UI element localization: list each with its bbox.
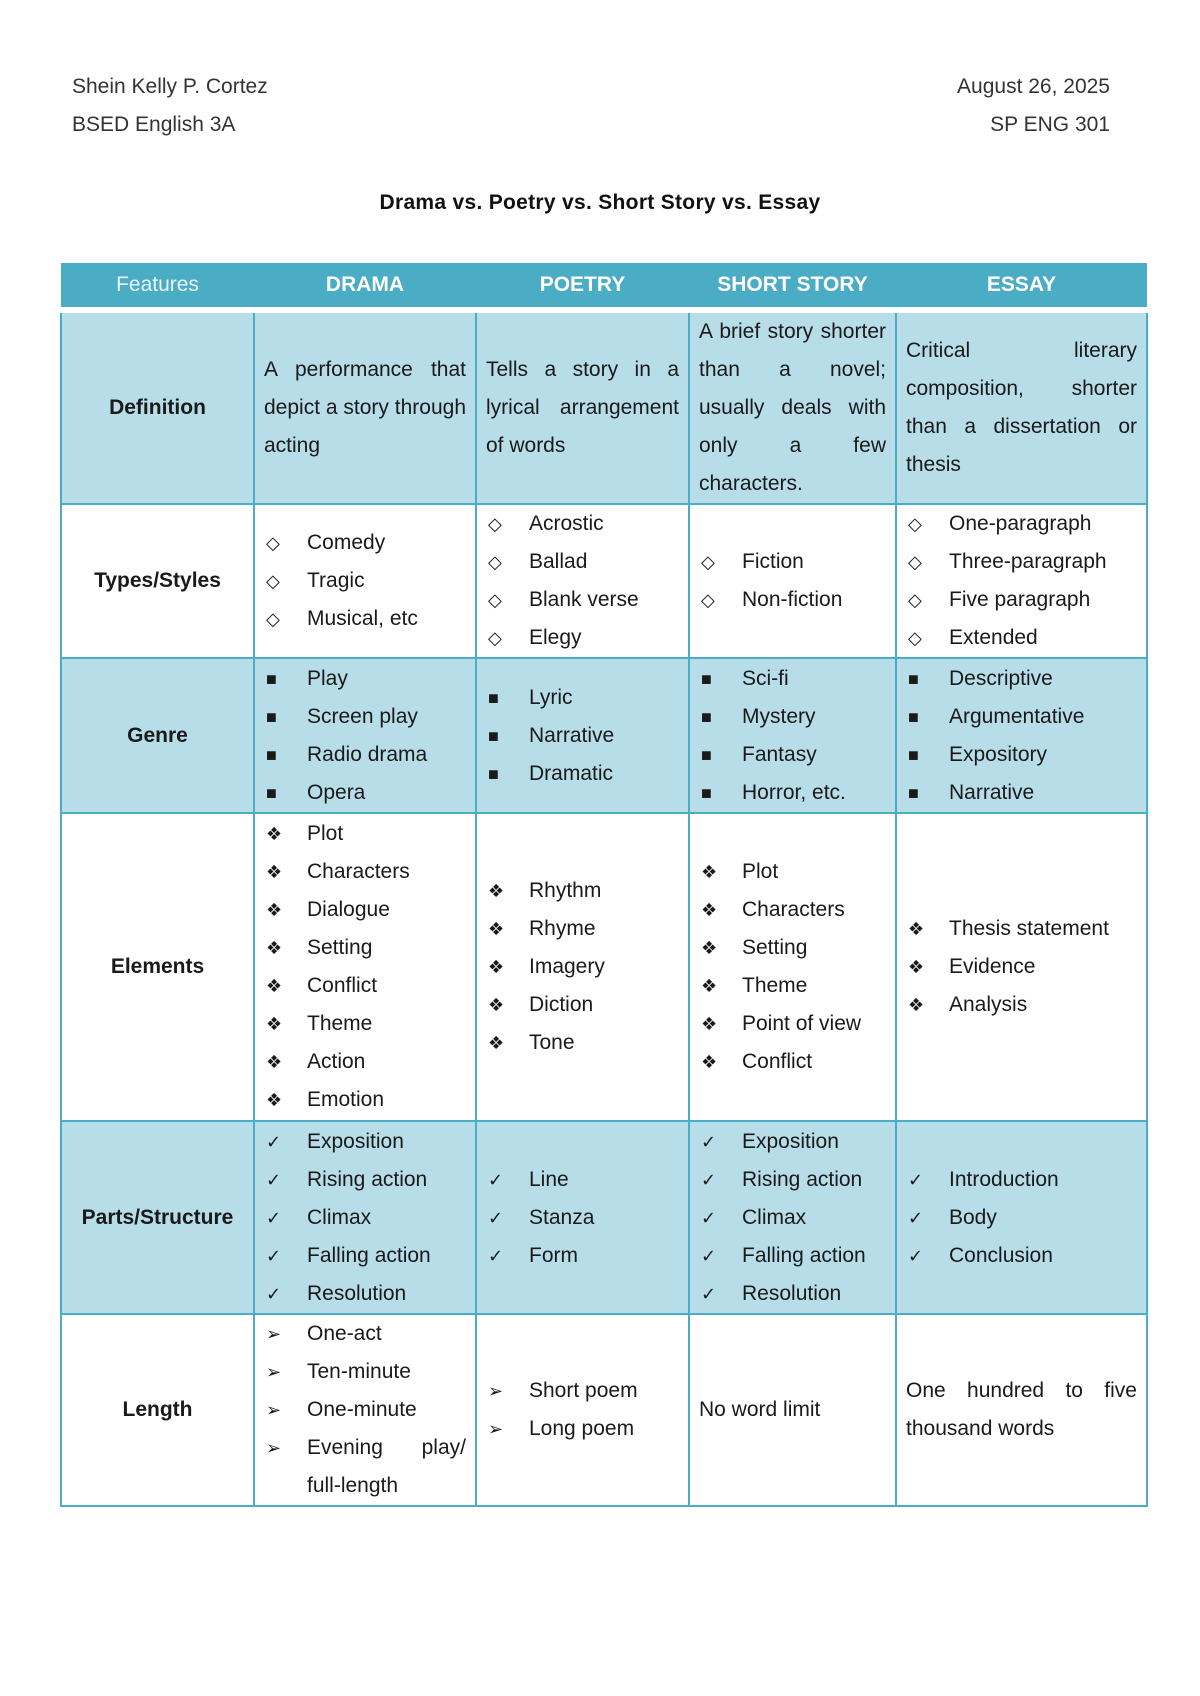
list-item [699,853,886,891]
list-item [699,1161,886,1199]
square-bullet-icon: ■ [488,763,499,784]
list-item [264,1275,466,1313]
row-label-definition: Definition [61,310,254,504]
list-item [264,929,466,967]
list-item-text: Descriptive [949,666,1053,690]
square-bullet-icon: ■ [701,782,712,803]
list-item-text: Conflict [307,974,378,997]
check-mark-icon: ✓ [266,1207,282,1228]
check-mark-icon: ✓ [908,1207,924,1228]
parts-essay [896,1121,1147,1314]
genre-essay [896,658,1147,813]
list-item [699,1199,886,1237]
square-bullet-icon: ■ [908,782,919,803]
parts-short-story [689,1121,896,1314]
list-item [486,872,679,910]
arrowhead-icon: ➢ [266,1400,282,1420]
diamond-outline-icon: ◇ [488,628,502,648]
list-item [906,698,1137,736]
row-parts [61,1121,1147,1314]
list-item [264,1161,466,1199]
elements-poetry [476,813,689,1121]
check-mark-icon: ✓ [488,1169,504,1190]
list-item-text: Horror, etc. [742,780,846,804]
list-item [906,660,1137,698]
list-item [486,1161,679,1199]
list-item-text: Falling action [742,1243,866,1267]
square-bullet-icon: ■ [701,668,712,689]
square-bullet-icon: ■ [908,668,919,689]
check-mark-icon: ✓ [488,1245,504,1266]
list-item-text: Characters [742,898,845,921]
list-item-text: Resolution [742,1281,842,1305]
list-item [486,910,679,948]
four-diamond-icon: ❖ [266,900,283,920]
square-bullet-icon: ■ [908,706,919,727]
row-definition [61,310,1147,504]
parts-drama [254,1121,476,1314]
square-bullet-icon: ■ [488,725,499,746]
list-item-text: Musical, etc [307,607,418,630]
list-item [264,1315,466,1353]
list-item-text: Analysis [949,993,1028,1016]
four-diamond-icon: ❖ [266,1090,283,1110]
diamond-outline-icon: ◇ [701,552,715,572]
list-item-text: Characters [307,860,410,883]
four-diamond-icon: ❖ [908,995,925,1015]
list-item [906,581,1137,619]
row-types [61,504,1147,658]
column-header-features: Features [61,263,254,310]
list-item [486,1024,679,1062]
row-genre [61,658,1147,813]
four-diamond-icon: ❖ [488,881,505,901]
list-item [486,679,679,717]
check-mark-icon: ✓ [266,1245,282,1266]
elements-short-story [689,813,896,1121]
list-item [486,755,679,793]
list-item [699,581,886,619]
list-item [699,1237,886,1275]
elements-essay [896,813,1147,1121]
list-item-text: Rhyme [529,917,596,940]
four-diamond-icon: ❖ [266,976,283,996]
list-item-text: Three-paragraph [949,550,1107,573]
list-item-text: Dramatic [529,761,614,785]
list-item-text: One-paragraph [949,512,1092,535]
list-item-text: Comedy [307,531,386,554]
definition-short-story: A brief story shorter than a novel; usually deals with only a few characters. [689,310,896,504]
list-item-text: Plot [307,822,344,845]
list-item-text: Resolution [307,1281,407,1305]
list-item [699,1005,886,1043]
four-diamond-icon: ❖ [701,862,718,882]
list-item-text: Setting [742,936,808,959]
four-diamond-icon: ❖ [701,1014,718,1034]
list-item-text: Evidence [949,955,1036,978]
list-item [699,1123,886,1161]
list-item [906,736,1137,774]
list-item [486,505,679,543]
check-mark-icon: ✓ [266,1131,282,1152]
list-item [486,986,679,1024]
check-mark-icon: ✓ [701,1283,717,1304]
list-item [264,891,466,929]
list-item-text: Non-fiction [742,588,843,611]
length-drama [254,1314,476,1506]
square-bullet-icon: ■ [488,687,499,708]
square-bullet-icon: ■ [266,668,277,689]
student-name: Shein Kelly P. Cortez [72,75,268,98]
row-label-parts: Parts/Structure [61,1121,254,1314]
list-item-text: Tone [529,1031,575,1054]
list-item-text: Blank verse [529,588,639,611]
list-item-text: Climax [307,1205,372,1229]
list-item [264,1353,466,1391]
arrowhead-icon: ➢ [488,1381,504,1401]
list-item [699,543,886,581]
list-item-text: Extended [949,626,1038,649]
list-item [486,1237,679,1275]
list-item-text: Long poem [529,1417,635,1440]
list-item-text: Conflict [742,1050,813,1073]
list-item-text: Stanza [529,1205,595,1229]
definition-drama: A performance that depict a story through acting [254,310,476,504]
list-item [486,1410,679,1448]
list-item [264,1391,466,1429]
check-mark-icon: ✓ [266,1169,282,1190]
column-header-short-story: SHORT STORY [689,263,896,310]
list-item [486,1199,679,1237]
document-date: August 26, 2025 [957,75,1110,98]
list-item [906,505,1137,543]
list-item [486,1372,679,1410]
list-item [264,1199,466,1237]
square-bullet-icon: ■ [266,706,277,727]
list-item [699,891,886,929]
four-diamond-icon: ❖ [488,957,505,977]
list-item [264,774,466,812]
column-header-poetry: POETRY [476,263,689,310]
document-title: Drama vs. Poetry vs. Short Story vs. Essay [379,191,821,214]
list-item [906,986,1137,1024]
length-essay: One hundred to five thousand words [896,1314,1147,1506]
four-diamond-icon: ❖ [266,1052,283,1072]
genre-poetry [476,658,689,813]
list-item [906,1161,1137,1199]
list-item-text: Ten-minute [307,1360,411,1383]
list-item-text: Diction [529,993,594,1016]
row-elements [61,813,1147,1121]
list-item [264,1005,466,1043]
list-item-text: Line [529,1167,569,1191]
diamond-outline-icon: ◇ [908,590,922,610]
list-item-text: Point of view [742,1012,862,1035]
square-bullet-icon: ■ [701,744,712,765]
list-item [264,1081,466,1119]
list-item-text: Short poem [529,1379,638,1402]
arrowhead-icon: ➢ [488,1419,504,1439]
check-mark-icon: ✓ [488,1207,504,1228]
list-item [486,619,679,657]
list-item-text: Theme [742,974,808,997]
check-mark-icon: ✓ [908,1245,924,1266]
arrowhead-icon: ➢ [266,1438,282,1458]
list-item-text: Dialogue [307,898,390,921]
list-item [699,1275,886,1313]
diamond-outline-icon: ◇ [908,514,922,534]
types-poetry [476,504,689,658]
list-item [264,1123,466,1161]
four-diamond-icon: ❖ [701,1052,718,1072]
list-item [264,815,466,853]
list-item-text: One-minute [307,1398,417,1421]
four-diamond-icon: ❖ [266,938,283,958]
list-item-text: Evening play/ full-length [307,1436,466,1497]
check-mark-icon: ✓ [908,1169,924,1190]
list-item-text: One-act [307,1322,382,1345]
four-diamond-icon: ❖ [488,1033,505,1053]
list-item-text: Acrostic [529,512,604,535]
diamond-outline-icon: ◇ [266,609,280,629]
four-diamond-icon: ❖ [488,995,505,1015]
list-item-text: Conclusion [949,1243,1053,1267]
list-item [486,581,679,619]
row-length [61,1314,1147,1506]
arrowhead-icon: ➢ [266,1324,282,1344]
check-mark-icon: ✓ [701,1207,717,1228]
list-item [906,619,1137,657]
subject-code: SP ENG 301 [990,113,1110,136]
list-item-text: Introduction [949,1167,1059,1191]
list-item-text: Narrative [949,780,1035,804]
list-item [264,698,466,736]
four-diamond-icon: ❖ [266,862,283,882]
list-item [264,660,466,698]
diamond-outline-icon: ◇ [266,571,280,591]
list-item [906,948,1137,986]
genre-drama [254,658,476,813]
list-item [699,660,886,698]
list-item [264,562,466,600]
list-item-text: Thesis statement [949,917,1109,940]
list-item [906,774,1137,812]
four-diamond-icon: ❖ [266,1014,283,1034]
list-item-text: Setting [307,936,373,959]
types-drama [254,504,476,658]
list-item [264,1429,466,1505]
square-bullet-icon: ■ [701,706,712,727]
list-item-text: Expository [949,742,1048,766]
list-item [699,736,886,774]
four-diamond-icon: ❖ [266,824,283,844]
square-bullet-icon: ■ [908,744,919,765]
list-item-text: Fantasy [742,742,817,766]
list-item-text: Plot [742,860,779,883]
list-item-text: Screen play [307,704,418,728]
check-mark-icon: ✓ [701,1131,717,1152]
types-short-story [689,504,896,658]
row-label-types: Types/Styles [61,504,254,658]
list-item-text: Rising action [307,1167,428,1191]
list-item [264,600,466,638]
list-item-text: Mystery [742,704,816,728]
comparison-table [60,263,1148,1507]
list-item-text: Narrative [529,723,615,747]
list-item [486,948,679,986]
list-item [264,1043,466,1081]
parts-poetry [476,1121,689,1314]
arrowhead-icon: ➢ [266,1362,282,1382]
list-item-text: Climax [742,1205,807,1229]
diamond-outline-icon: ◇ [701,590,715,610]
list-item [699,698,886,736]
diamond-outline-icon: ◇ [908,628,922,648]
list-item [264,853,466,891]
list-item-text: Argumentative [949,704,1085,728]
row-label-length: Length [61,1314,254,1506]
list-item-text: Rhythm [529,879,602,902]
definition-poetry: Tells a story in a lyrical arrangement of words [476,310,689,504]
list-item [906,910,1137,948]
four-diamond-icon: ❖ [488,919,505,939]
diamond-outline-icon: ◇ [266,533,280,553]
square-bullet-icon: ■ [266,782,277,803]
list-item [906,543,1137,581]
list-item [264,524,466,562]
list-item [264,967,466,1005]
four-diamond-icon: ❖ [908,957,925,977]
diamond-outline-icon: ◇ [488,552,502,572]
genre-short-story [689,658,896,813]
list-item [699,774,886,812]
column-header-drama: DRAMA [254,263,476,310]
list-item-text: Lyric [529,685,573,709]
length-short-story: No word limit [689,1314,896,1506]
list-item-text: Imagery [529,955,605,978]
list-item-text: Opera [307,780,366,804]
list-item [264,736,466,774]
four-diamond-icon: ❖ [908,919,925,939]
list-item [699,1043,886,1081]
list-item [906,1237,1137,1275]
elements-drama [254,813,476,1121]
list-item [264,1237,466,1275]
list-item-text: Action [307,1050,366,1073]
list-item [486,543,679,581]
check-mark-icon: ✓ [701,1245,717,1266]
list-item-text: Sci-fi [742,666,789,690]
list-item-text: Body [949,1205,997,1229]
list-item-text: Rising action [742,1167,863,1191]
row-label-genre: Genre [61,658,254,813]
row-label-elements: Elements [61,813,254,1121]
list-item-text: Five paragraph [949,588,1091,611]
list-item-text: Elegy [529,626,582,649]
list-item-text: Form [529,1243,578,1267]
list-item-text: Emotion [307,1088,385,1111]
four-diamond-icon: ❖ [701,976,718,996]
list-item [486,717,679,755]
list-item-text: Theme [307,1012,373,1035]
types-essay [896,504,1147,658]
list-item-text: Ballad [529,550,588,573]
diamond-outline-icon: ◇ [908,552,922,572]
square-bullet-icon: ■ [266,744,277,765]
list-item-text: Exposition [307,1129,404,1153]
list-item [699,967,886,1005]
list-item-text: Fiction [742,550,804,573]
list-item-text: Radio drama [307,742,428,766]
four-diamond-icon: ❖ [701,938,718,958]
check-mark-icon: ✓ [266,1283,282,1304]
list-item-text: Tragic [307,569,365,592]
student-course: BSED English 3A [72,113,236,136]
list-item [906,1199,1137,1237]
list-item-text: Falling action [307,1243,431,1267]
four-diamond-icon: ❖ [701,900,718,920]
list-item-text: Exposition [742,1129,839,1153]
diamond-outline-icon: ◇ [488,514,502,534]
definition-essay: Critical literary composition, shorter than a dissertation or thesis [896,310,1147,504]
list-item [699,929,886,967]
list-item-text: Play [307,666,348,690]
column-header-essay: ESSAY [896,263,1147,310]
length-poetry [476,1314,689,1506]
check-mark-icon: ✓ [701,1169,717,1190]
table-header-row [61,263,1147,310]
diamond-outline-icon: ◇ [488,590,502,610]
